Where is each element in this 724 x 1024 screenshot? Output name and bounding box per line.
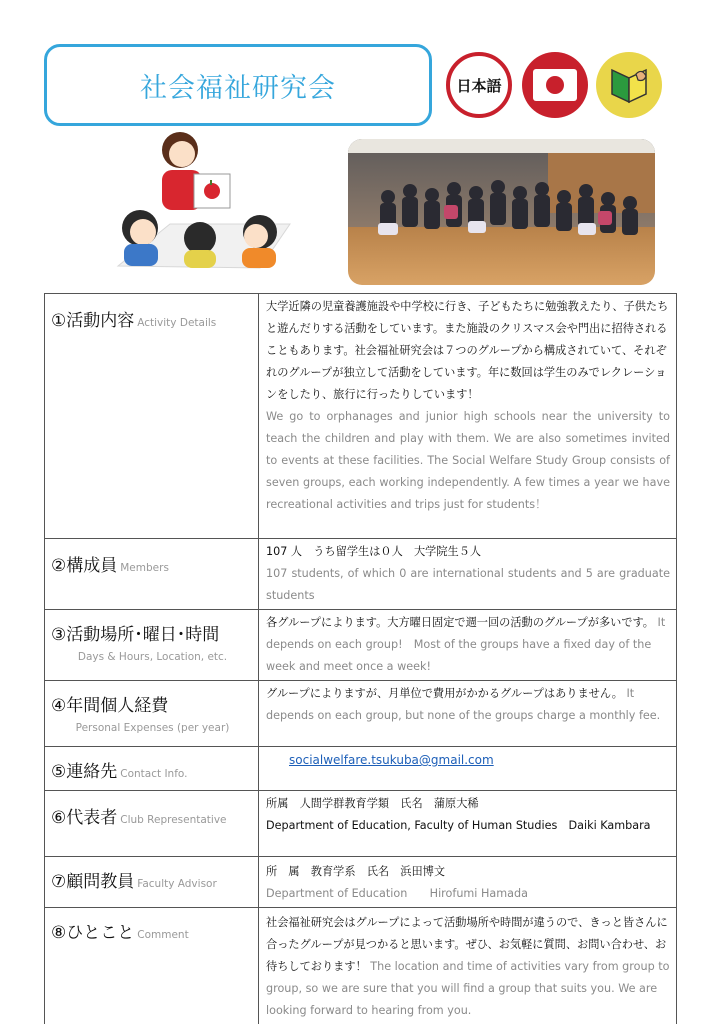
row-label: ①活動内容 Activity Details	[51, 311, 217, 331]
club-title: 社会福祉研究会	[140, 72, 336, 104]
japanese-text: 107 人 うち留学生は０人 大学院生５人	[266, 545, 482, 558]
label-cell	[45, 610, 259, 681]
row-comment	[45, 908, 677, 1024]
content-cell	[259, 539, 677, 610]
row-label: ②構成員 Members	[51, 556, 169, 576]
label-cell	[45, 857, 259, 908]
contact-email-link[interactable]: socialwelfare.tsukuba@gmail.com	[289, 753, 494, 767]
row-label: ⑧ひとこと Comment	[51, 923, 189, 943]
row-club-representative	[45, 791, 677, 857]
club-info-table	[44, 293, 677, 1024]
row-faculty-advisor	[45, 857, 677, 908]
content-cell	[259, 908, 677, 1024]
label-cell	[45, 747, 259, 791]
label-cell	[45, 791, 259, 857]
beginner-mark-icon	[596, 52, 662, 118]
label-cell	[45, 908, 259, 1024]
row-label: ⑦顧問教員 Faculty Advisor	[51, 872, 217, 892]
content-cell	[259, 681, 677, 747]
japanese-text: 所属 人間学群教育学類 氏名 蒲原大稀	[266, 797, 479, 810]
english-text: It depends on each group! Most of the groups have a fixed day of the week and meet once a week!	[266, 616, 666, 673]
english-text: It depends on each group, but none of the groups charge a monthly fee.	[266, 687, 661, 722]
english-text: Department of Education, Faculty of Human Studies Daiki Kambara	[266, 819, 651, 832]
english-text: We go to orphanages and junior high schools near the university to teach the children and play with them. We are also sometimes invited to events at these facilities. The Social Welfare Study Group consists of seven groups, each working independently. A few times a year we have recreational activities and trips just for students！	[266, 410, 670, 511]
row-label: ⑤連絡先 Contact Info.	[51, 762, 188, 782]
language-badge	[446, 52, 512, 118]
row-label: ④年間個人経費	[51, 696, 169, 716]
japanese-text: 各グループによります。大方曜日固定で週一回の活動のグループが多いです。	[266, 616, 654, 629]
row-label-en: Personal Expenses (per year)	[75, 722, 230, 734]
english-text: 107 students, of which 0 are international students and 5 are graduate students	[266, 567, 670, 602]
teacher-children-illustration	[110, 128, 295, 276]
label-cell	[45, 294, 259, 539]
club-title-box	[44, 44, 432, 126]
row-days-hours-location	[45, 610, 677, 681]
content-cell	[259, 857, 677, 908]
row-members	[45, 539, 677, 610]
language-badge-label: 日本語	[456, 76, 502, 95]
row-activity-details	[45, 294, 677, 539]
japanese-text: 大学近隣の児童養護施設や中学校に行き、子どもたちに勉強教えたり、子供たちと遊んだりする活動をしています。また施設のクリスマス会や門出に招待されることもあります。社会福祉研究会は７つのグループから構成されていて、それぞれのグループが独立して活動をしています。年に数回は学生のみでレクレーションをしたり、旅行に行ったりしています！	[266, 300, 669, 401]
japanese-text: 所 属 教育学系 氏名 浜田博文	[266, 865, 446, 878]
row-label-en: Days & Hours, Location, etc.	[77, 651, 228, 663]
english-text: Department of Education Hirofumi Hamada	[266, 887, 528, 900]
row-label: ⑥代表者 Club Representative	[51, 808, 227, 828]
japanese-text: 社会福祉研究会はグループによって活動場所や時間が違うので、きっと皆さんに合ったグループが見つかると思います。ぜひ、お気軽に質問、お問い合わせ、お待ちしております！	[266, 916, 668, 973]
row-label: ③活動場所･曜日･時間	[51, 625, 220, 645]
content-cell	[259, 610, 677, 681]
row-contact-info	[45, 747, 677, 791]
label-cell	[45, 539, 259, 610]
content-cell	[259, 791, 677, 857]
japan-flag-icon	[522, 52, 588, 118]
label-cell	[45, 681, 259, 747]
content-cell	[259, 294, 677, 539]
japanese-text: グループによりますが、月単位で費用がかかるグループはありません。	[266, 687, 623, 700]
row-personal-expenses	[45, 681, 677, 747]
english-text: The location and time of activities vary from group to group, so we are sure that you will find a group that suits you. We are looking forward to hearing from you.	[266, 960, 670, 1017]
content-cell	[259, 747, 677, 791]
group-photo	[348, 139, 655, 285]
